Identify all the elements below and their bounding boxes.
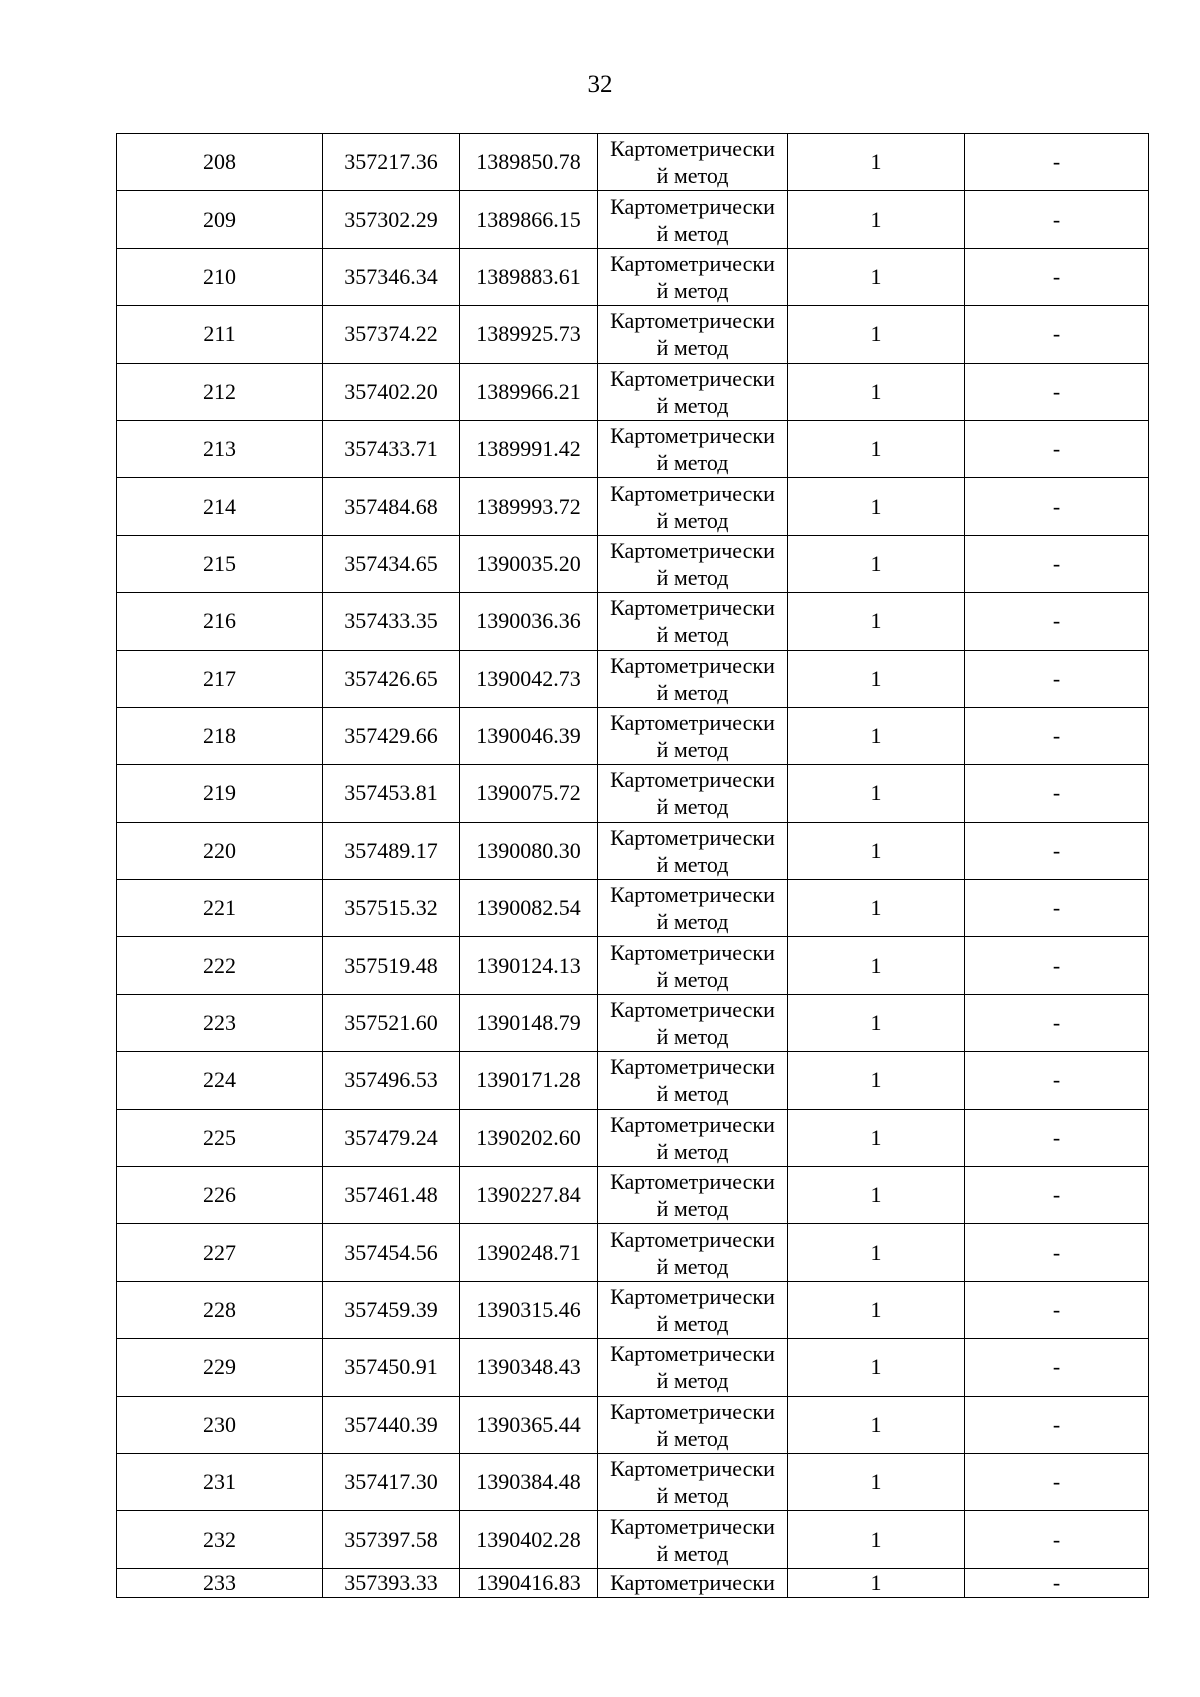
note-cell: - — [965, 1109, 1149, 1166]
method-cell — [598, 994, 788, 1051]
table-row — [117, 191, 1149, 248]
point-number-cell: 208 — [117, 134, 323, 191]
accuracy-cell: 1 — [788, 822, 965, 879]
y-coordinate-cell: 1390365.44 — [460, 1396, 598, 1453]
note-cell: - — [965, 707, 1149, 764]
method-line-1: Картометрически — [610, 480, 775, 506]
x-coordinate-cell: 357397.58 — [323, 1511, 460, 1568]
method-cell — [598, 248, 788, 305]
method-cell — [598, 1511, 788, 1568]
method-cell — [598, 765, 788, 822]
note-cell: - — [965, 1453, 1149, 1510]
method-cell — [598, 306, 788, 363]
accuracy-cell: 1 — [788, 937, 965, 994]
note-cell: - — [965, 1224, 1149, 1281]
point-number-cell: 226 — [117, 1167, 323, 1224]
y-coordinate-cell: 1390036.36 — [460, 593, 598, 650]
method-cell — [598, 1339, 788, 1396]
note-cell: - — [965, 994, 1149, 1051]
method-line-1: Картометрически — [610, 1513, 775, 1539]
method-cell — [598, 1052, 788, 1109]
x-coordinate-cell: 357496.53 — [323, 1052, 460, 1109]
method-line-2: й метод — [656, 507, 729, 533]
method-line-2: й метод — [656, 1138, 729, 1164]
method-line-1: Картометрически — [610, 193, 775, 219]
method-line-2: й метод — [656, 1196, 729, 1222]
method-line-2: й метод — [656, 277, 729, 303]
y-coordinate-cell: 1390315.46 — [460, 1281, 598, 1338]
x-coordinate-cell: 357417.30 — [323, 1453, 460, 1510]
accuracy-cell: 1 — [788, 1109, 965, 1166]
method-cell — [598, 1568, 788, 1597]
point-number-cell: 225 — [117, 1109, 323, 1166]
accuracy-cell: 1 — [788, 1396, 965, 1453]
coordinates-table — [116, 133, 1149, 1598]
y-coordinate-cell: 1389925.73 — [460, 306, 598, 363]
table-row — [117, 1568, 1149, 1597]
accuracy-cell: 1 — [788, 880, 965, 937]
method-line-1: Картометрически — [610, 1341, 775, 1367]
table-row — [117, 1396, 1149, 1453]
method-cell — [598, 822, 788, 879]
y-coordinate-cell: 1390042.73 — [460, 650, 598, 707]
x-coordinate-cell: 357459.39 — [323, 1281, 460, 1338]
table-row — [117, 1109, 1149, 1166]
point-number-cell: 210 — [117, 248, 323, 305]
point-number-cell: 217 — [117, 650, 323, 707]
method-line-1: Картометрически — [610, 652, 775, 678]
x-coordinate-cell: 357374.22 — [323, 306, 460, 363]
y-coordinate-cell: 1389966.21 — [460, 363, 598, 420]
x-coordinate-cell: 357434.65 — [323, 535, 460, 592]
point-number-cell: 219 — [117, 765, 323, 822]
x-coordinate-cell: 357393.33 — [323, 1568, 460, 1597]
accuracy-cell: 1 — [788, 994, 965, 1051]
point-number-cell: 214 — [117, 478, 323, 535]
method-line-2: й метод — [656, 1311, 729, 1336]
table-row — [117, 1453, 1149, 1510]
method-line-2: й метод — [656, 564, 729, 590]
accuracy-cell: 1 — [788, 306, 965, 363]
table-row — [117, 1511, 1149, 1568]
method-line-2: й метод — [656, 450, 729, 476]
accuracy-cell: 1 — [788, 1167, 965, 1224]
method-line-1: Картометрически — [610, 1284, 775, 1309]
note-cell: - — [965, 1568, 1149, 1597]
table-row — [117, 937, 1149, 994]
accuracy-cell: 1 — [788, 420, 965, 477]
x-coordinate-cell: 357453.81 — [323, 765, 460, 822]
point-number-cell: 228 — [117, 1281, 323, 1338]
table-row — [117, 1339, 1149, 1396]
point-number-cell: 213 — [117, 420, 323, 477]
method-line-1: Картометрически — [610, 1054, 775, 1080]
method-line-1: Картометрически — [610, 882, 775, 908]
method-cell — [598, 880, 788, 937]
accuracy-cell: 1 — [788, 650, 965, 707]
note-cell: - — [965, 1339, 1149, 1396]
x-coordinate-cell: 357521.60 — [323, 994, 460, 1051]
method-cell — [598, 1281, 788, 1338]
accuracy-cell: 1 — [788, 191, 965, 248]
method-line-1: Картометрически — [610, 939, 775, 965]
method-line-2: й метод — [656, 220, 729, 246]
x-coordinate-cell: 357217.36 — [323, 134, 460, 191]
point-number-cell: 211 — [117, 306, 323, 363]
x-coordinate-cell: 357346.34 — [323, 248, 460, 305]
method-line-2: й метод — [656, 622, 729, 648]
point-number-cell: 229 — [117, 1339, 323, 1396]
method-line-1: Картометрически — [610, 1569, 775, 1595]
method-line-1: Картометрически — [610, 1456, 775, 1482]
accuracy-cell: 1 — [788, 707, 965, 764]
y-coordinate-cell: 1390248.71 — [460, 1224, 598, 1281]
method-line-2: й метод — [656, 1483, 729, 1509]
method-line-1: Картометрически — [610, 1226, 775, 1252]
accuracy-cell: 1 — [788, 593, 965, 650]
note-cell: - — [965, 1167, 1149, 1224]
accuracy-cell: 1 — [788, 363, 965, 420]
method-line-1: Картометрически — [610, 824, 775, 850]
note-cell: - — [965, 478, 1149, 535]
accuracy-cell: 1 — [788, 1281, 965, 1338]
method-cell — [598, 593, 788, 650]
y-coordinate-cell: 1390046.39 — [460, 707, 598, 764]
point-number-cell: 221 — [117, 880, 323, 937]
method-cell — [598, 535, 788, 592]
point-number-cell: 224 — [117, 1052, 323, 1109]
x-coordinate-cell: 357461.48 — [323, 1167, 460, 1224]
accuracy-cell: 1 — [788, 478, 965, 535]
table-row — [117, 650, 1149, 707]
y-coordinate-cell: 1390227.84 — [460, 1167, 598, 1224]
accuracy-cell: 1 — [788, 248, 965, 305]
note-cell: - — [965, 1396, 1149, 1453]
table-row — [117, 1224, 1149, 1281]
table-row — [117, 1052, 1149, 1109]
method-line-1: Картометрически — [610, 997, 775, 1023]
method-cell — [598, 191, 788, 248]
method-line-2: й метод — [656, 335, 729, 361]
note-cell: - — [965, 650, 1149, 707]
x-coordinate-cell: 357426.65 — [323, 650, 460, 707]
table-row — [117, 1281, 1149, 1338]
method-line-2: й метод — [656, 679, 729, 705]
y-coordinate-cell: 1389883.61 — [460, 248, 598, 305]
y-coordinate-cell: 1389850.78 — [460, 134, 598, 191]
method-line-2: й метод — [656, 1253, 729, 1279]
method-cell — [598, 650, 788, 707]
table-row — [117, 880, 1149, 937]
point-number-cell: 230 — [117, 1396, 323, 1453]
note-cell: - — [965, 535, 1149, 592]
table-row — [117, 134, 1149, 191]
y-coordinate-cell: 1390075.72 — [460, 765, 598, 822]
y-coordinate-cell: 1390035.20 — [460, 535, 598, 592]
accuracy-cell: 1 — [788, 1339, 965, 1396]
x-coordinate-cell: 357302.29 — [323, 191, 460, 248]
table-row — [117, 478, 1149, 535]
x-coordinate-cell: 357519.48 — [323, 937, 460, 994]
y-coordinate-cell: 1389866.15 — [460, 191, 598, 248]
table-row — [117, 248, 1149, 305]
note-cell: - — [965, 1052, 1149, 1109]
method-line-1: Картометрически — [610, 710, 775, 736]
note-cell: - — [965, 1511, 1149, 1568]
note-cell: - — [965, 248, 1149, 305]
point-number-cell: 231 — [117, 1453, 323, 1510]
y-coordinate-cell: 1390171.28 — [460, 1052, 598, 1109]
note-cell: - — [965, 880, 1149, 937]
method-cell — [598, 1396, 788, 1453]
point-number-cell: 233 — [117, 1568, 323, 1597]
method-line-1: Картометрически — [610, 136, 775, 162]
y-coordinate-cell: 1390082.54 — [460, 880, 598, 937]
point-number-cell: 209 — [117, 191, 323, 248]
point-number-cell: 215 — [117, 535, 323, 592]
y-coordinate-cell: 1390384.48 — [460, 1453, 598, 1510]
x-coordinate-cell: 357479.24 — [323, 1109, 460, 1166]
method-line-1: Картометрически — [610, 1111, 775, 1137]
method-cell — [598, 134, 788, 191]
x-coordinate-cell: 357429.66 — [323, 707, 460, 764]
point-number-cell: 216 — [117, 593, 323, 650]
point-number-cell: 212 — [117, 363, 323, 420]
coordinates-table-body — [117, 134, 1149, 1598]
accuracy-cell: 1 — [788, 1511, 965, 1568]
table-row — [117, 707, 1149, 764]
accuracy-cell: 1 — [788, 1568, 965, 1597]
method-line-2: й метод — [656, 1081, 729, 1107]
point-number-cell: 220 — [117, 822, 323, 879]
page-number: 32 — [587, 71, 613, 98]
method-line-1: Картометрически — [610, 1169, 775, 1195]
method-cell — [598, 707, 788, 764]
accuracy-cell: 1 — [788, 134, 965, 191]
accuracy-cell: 1 — [788, 1224, 965, 1281]
note-cell: - — [965, 1281, 1149, 1338]
x-coordinate-cell: 357440.39 — [323, 1396, 460, 1453]
y-coordinate-cell: 1390202.60 — [460, 1109, 598, 1166]
method-line-2: й метод — [656, 737, 729, 763]
method-line-2: й метод — [656, 851, 729, 877]
y-coordinate-cell: 1390348.43 — [460, 1339, 598, 1396]
method-line-1: Картометрически — [610, 423, 775, 449]
method-line-1: Картометрически — [610, 308, 775, 334]
note-cell: - — [965, 420, 1149, 477]
point-number-cell: 223 — [117, 994, 323, 1051]
note-cell: - — [965, 191, 1149, 248]
table-row — [117, 994, 1149, 1051]
note-cell: - — [965, 937, 1149, 994]
x-coordinate-cell: 357515.32 — [323, 880, 460, 937]
point-number-cell: 227 — [117, 1224, 323, 1281]
note-cell: - — [965, 593, 1149, 650]
table-row — [117, 593, 1149, 650]
table-row — [117, 363, 1149, 420]
method-line-2: й метод — [656, 966, 729, 992]
table-row — [117, 1167, 1149, 1224]
x-coordinate-cell: 357433.71 — [323, 420, 460, 477]
method-cell — [598, 478, 788, 535]
x-coordinate-cell: 357450.91 — [323, 1339, 460, 1396]
method-cell — [598, 1109, 788, 1166]
method-cell — [598, 1453, 788, 1510]
point-number-cell: 222 — [117, 937, 323, 994]
method-cell — [598, 1167, 788, 1224]
method-line-1: Картометрически — [610, 365, 775, 391]
table-row — [117, 822, 1149, 879]
x-coordinate-cell: 357402.20 — [323, 363, 460, 420]
accuracy-cell: 1 — [788, 535, 965, 592]
method-cell — [598, 1224, 788, 1281]
y-coordinate-cell: 1390402.28 — [460, 1511, 598, 1568]
method-line-1: Картометрически — [610, 595, 775, 621]
method-line-1: Картометрически — [610, 537, 775, 563]
method-cell — [598, 420, 788, 477]
point-number-cell: 232 — [117, 1511, 323, 1568]
note-cell: - — [965, 822, 1149, 879]
x-coordinate-cell: 357489.17 — [323, 822, 460, 879]
accuracy-cell: 1 — [788, 1052, 965, 1109]
note-cell: - — [965, 134, 1149, 191]
table-row — [117, 306, 1149, 363]
note-cell: - — [965, 765, 1149, 822]
x-coordinate-cell: 357454.56 — [323, 1224, 460, 1281]
method-line-1: Картометрически — [610, 767, 775, 793]
method-line-2: й метод — [656, 1425, 729, 1451]
method-line-2: й метод — [656, 909, 729, 935]
y-coordinate-cell: 1390148.79 — [460, 994, 598, 1051]
method-cell — [598, 937, 788, 994]
method-line-1: Картометрически — [610, 250, 775, 276]
y-coordinate-cell: 1390124.13 — [460, 937, 598, 994]
accuracy-cell: 1 — [788, 765, 965, 822]
x-coordinate-cell: 357484.68 — [323, 478, 460, 535]
y-coordinate-cell: 1390416.83 — [460, 1568, 598, 1597]
method-line-2: й метод — [656, 1368, 729, 1394]
y-coordinate-cell: 1390080.30 — [460, 822, 598, 879]
point-number-cell: 218 — [117, 707, 323, 764]
method-line-2: й метод — [656, 1024, 729, 1050]
method-line-2: й метод — [656, 794, 729, 820]
method-line-2: й метод — [656, 392, 729, 418]
note-cell: - — [965, 306, 1149, 363]
method-line-1: Картометрически — [610, 1398, 775, 1424]
table-row — [117, 535, 1149, 592]
method-line-2: й метод — [656, 1540, 729, 1566]
y-coordinate-cell: 1389991.42 — [460, 420, 598, 477]
x-coordinate-cell: 357433.35 — [323, 593, 460, 650]
table-row — [117, 420, 1149, 477]
accuracy-cell: 1 — [788, 1453, 965, 1510]
note-cell: - — [965, 363, 1149, 420]
method-cell — [598, 363, 788, 420]
method-line-2: й метод — [656, 163, 729, 189]
y-coordinate-cell: 1389993.72 — [460, 478, 598, 535]
table-row — [117, 765, 1149, 822]
